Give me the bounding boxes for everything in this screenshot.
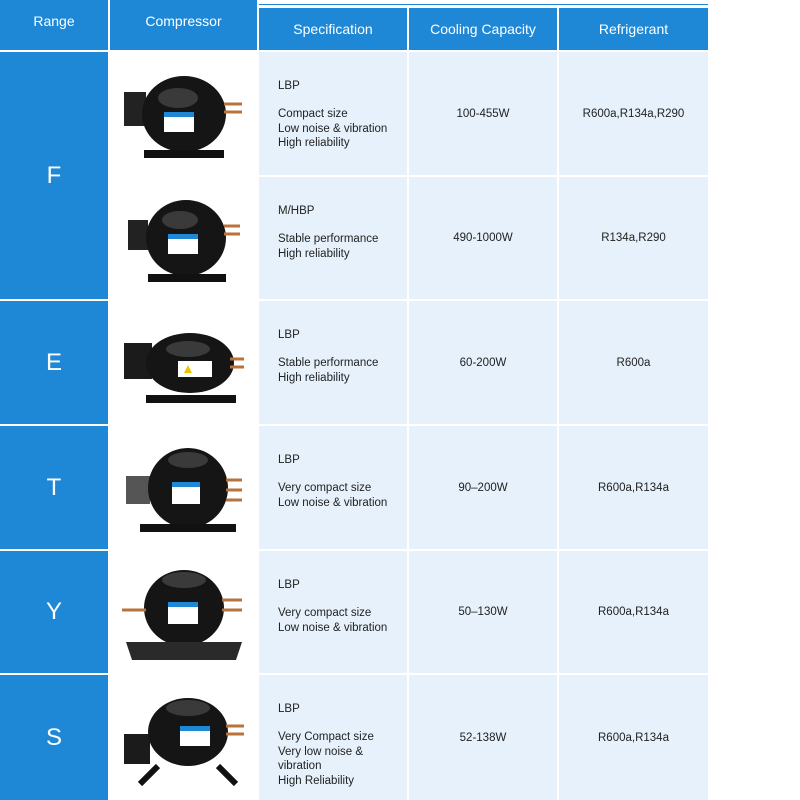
header-cooling-capacity: Cooling Capacity [409, 8, 557, 50]
capacity-cell: 50–130W [409, 551, 557, 673]
spec-feature: High reliability [278, 247, 350, 260]
refrigerant-cell: R600a,R134a [559, 551, 708, 673]
compressor-image-cell [110, 52, 257, 175]
spec-cell [259, 551, 407, 673]
compressor-image-cell [110, 301, 257, 424]
spec-feature: High reliability [278, 371, 350, 384]
spec-feature: Very compact size [278, 607, 372, 619]
range-cell: E [0, 301, 108, 424]
spec-feature: Low noise & vibration [278, 496, 388, 509]
spec-code: LBP [278, 579, 300, 591]
spec-code: LBP [278, 329, 300, 341]
header-top-rule [259, 4, 708, 5]
capacity-cell: 52-138W [409, 675, 557, 800]
header-range: Range [0, 0, 108, 50]
spec-cell [259, 301, 407, 424]
refrigerant-cell: R600a [559, 301, 708, 424]
spec-feature: Compact size [278, 108, 348, 120]
capacity-cell: 100-455W [409, 52, 557, 175]
header-refrigerant: Refrigerant [559, 8, 708, 50]
range-cell: S [0, 675, 108, 800]
capacity-cell: 60-200W [409, 301, 557, 424]
spec-feature: Very Compact size [278, 731, 374, 743]
header-specification: Specification [259, 8, 407, 50]
refrigerant-cell: R600a,R134a [559, 426, 708, 549]
spec-cell [259, 52, 407, 175]
refrigerant-cell: R134a,R290 [559, 177, 708, 299]
range-cell: Y [0, 551, 108, 673]
spec-feature: Very low noise & vibration [278, 745, 364, 773]
compressor-image-cell [110, 675, 257, 800]
spec-code: LBP [278, 454, 300, 466]
spec-code: M/HBP [278, 205, 315, 217]
spec-feature: Stable performance [278, 233, 379, 245]
range-cell: F [0, 52, 108, 299]
compressor-image [118, 62, 250, 166]
spec-feature: Low noise & vibration [278, 122, 388, 135]
refrigerant-cell: R600a,R134a [559, 675, 708, 800]
compressor-image-cell [110, 177, 257, 299]
compressor-image [118, 186, 250, 290]
spec-cell [259, 426, 407, 549]
spec-feature: Stable performance [278, 357, 379, 369]
capacity-cell: 490-1000W [409, 177, 557, 299]
spec-feature: High reliability [278, 137, 350, 150]
header-compressor: Compressor [110, 0, 257, 50]
range-cell: T [0, 426, 108, 549]
capacity-cell: 90–200W [409, 426, 557, 549]
spec-feature: Low noise & vibration [278, 621, 388, 634]
compressor-image-cell [110, 551, 257, 673]
spec-code: LBP [278, 703, 300, 715]
spec-cell [259, 177, 407, 299]
compressor-image-cell [110, 426, 257, 549]
compressor-image [118, 436, 250, 540]
compressor-image [118, 311, 250, 415]
compressor-image [118, 686, 250, 790]
spec-feature: Very compact size [278, 482, 372, 494]
spec-feature: High Reliability [278, 774, 355, 787]
compressor-image [118, 560, 250, 664]
spec-cell [259, 675, 407, 800]
refrigerant-cell: R600a,R134a,R290 [559, 52, 708, 175]
spec-code: LBP [278, 80, 300, 92]
